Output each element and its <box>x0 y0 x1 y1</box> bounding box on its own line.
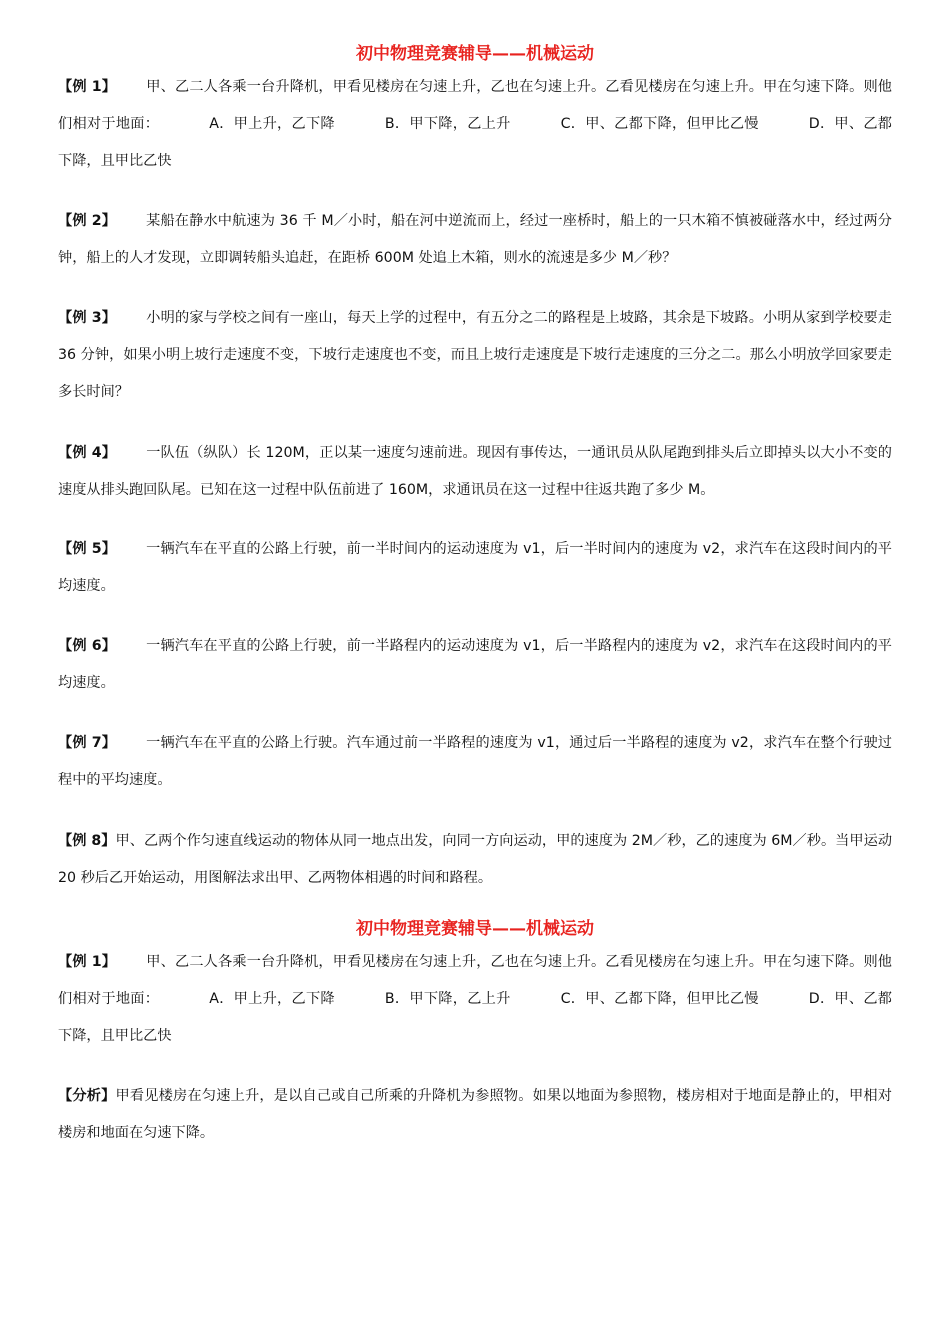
example-1-label: 【例 1】 <box>58 79 117 95</box>
example-1-option-d: D．甲、乙都下降，且甲比乙快 <box>58 116 892 169</box>
example-3-label: 【例 3】 <box>58 310 117 326</box>
example-3-text: 小明的家与学校之间有一座山，每天上学的过程中，有五分之二的路程是上坡路，其余是下坡路。小明从家到学校要走 36 分钟，如果小明上坡行走速度不变，下坡行走速度也不变，而且上坡行走速度是下坡行走速度的三分之二。那么小明放学回家要走多长时间？ <box>58 310 892 400</box>
section2-title: 初中物理竞赛辅导——机械运动 <box>356 919 594 939</box>
example-8-text: 甲、乙两个作匀速直线运动的物体从同一地点出发，向同一方向运动，甲的速度为 2M／秒，乙的速度为 6M／秒。当甲运动 20 秒后乙开始运动，用图解法求出甲、乙两物体相遇的时间和路程。 <box>58 833 893 886</box>
analysis <box>58 1078 892 1152</box>
example-1-option-b: B．甲下降，乙上升 <box>384 116 511 132</box>
section2-option-b: B．甲下降，乙上升 <box>384 991 511 1007</box>
example-5-label: 【例 5】 <box>58 541 117 557</box>
example-2-text: 某船在静水中航速为 36 千 M／小时，船在河中逆流而上，经过一座桥时，船上的一只木箱不慎被碰落水中，经过两分钟，船上的人才发现，立即调转船头追赶，在距桥 600M 处追上木箱，则水的流速是多少 M／秒？ <box>58 213 892 266</box>
example-4-text: 一队伍（纵队）长 120M，正以某一速度匀速前进。现因有事传达，一通讯员从队尾跑到排头后立即掉头以大小不变的速度从排头跑回队尾。已知在这一过程中队伍前进了 160M，求通讯员在这一过程中往返共跑了多少 M。 <box>58 445 892 498</box>
section2-example-1-label: 【例 1】 <box>58 954 117 970</box>
example-3 <box>58 300 892 411</box>
section2-option-a: A．甲上升，乙下降 <box>209 991 335 1007</box>
example-6-label: 【例 6】 <box>58 638 117 654</box>
example-8 <box>58 823 892 897</box>
example-1 <box>58 69 892 180</box>
example-8-label: 【例 8】 <box>58 833 116 849</box>
example-4 <box>58 435 892 509</box>
example-1-text: 甲、乙二人各乘一台升降机，甲看见楼房在匀速上升，乙也在匀速上升。乙看见楼房在匀速上升。甲在匀速下降。则他们相对于地面： <box>58 79 892 132</box>
example-4-label: 【例 4】 <box>58 445 117 461</box>
example-5-text: 一辆汽车在平直的公路上行驶，前一半时间内的运动速度为 v1，后一半时间内的速度为 v2，求汽车在这段时间内的平均速度。 <box>58 541 892 594</box>
analysis-text: 甲看见楼房在匀速上升，是以自己或自己所乘的升降机为参照物。如果以地面为参照物，楼房相对于地面是静止的，甲相对楼房和地面在匀速下降。 <box>58 1088 892 1141</box>
example-7 <box>58 725 892 799</box>
section2-option-d: D．甲、乙都下降，且甲比乙快 <box>58 991 892 1044</box>
example-2-label: 【例 2】 <box>58 213 117 229</box>
analysis-label: 【分析】 <box>58 1088 116 1104</box>
example-2 <box>58 203 892 277</box>
example-1-option-c: C．甲、乙都下降，但甲比乙慢 <box>560 116 759 132</box>
section2-option-c: C．甲、乙都下降，但甲比乙慢 <box>560 991 759 1007</box>
section2-example-1 <box>58 944 892 1055</box>
example-7-label: 【例 7】 <box>58 735 117 751</box>
example-6-text: 一辆汽车在平直的公路上行驶，前一半路程内的运动速度为 v1，后一半路程内的速度为 v2，求汽车在这段时间内的平均速度。 <box>58 638 892 691</box>
example-1-option-a: A．甲上升，乙下降 <box>209 116 335 132</box>
example-7-text: 一辆汽车在平直的公路上行驶。汽车通过前一半路程的速度为 v1，通过后一半路程的速度为 v2，求汽车在整个行驶过程中的平均速度。 <box>58 735 892 788</box>
section1-title: 初中物理竞赛辅导——机械运动 <box>356 44 594 64</box>
section2-example-1-text: 甲、乙二人各乘一台升降机，甲看见楼房在匀速上升，乙也在匀速上升。乙看见楼房在匀速上升。甲在匀速下降。则他们相对于地面： <box>58 954 892 1007</box>
example-6 <box>58 628 892 702</box>
example-5 <box>58 531 892 605</box>
